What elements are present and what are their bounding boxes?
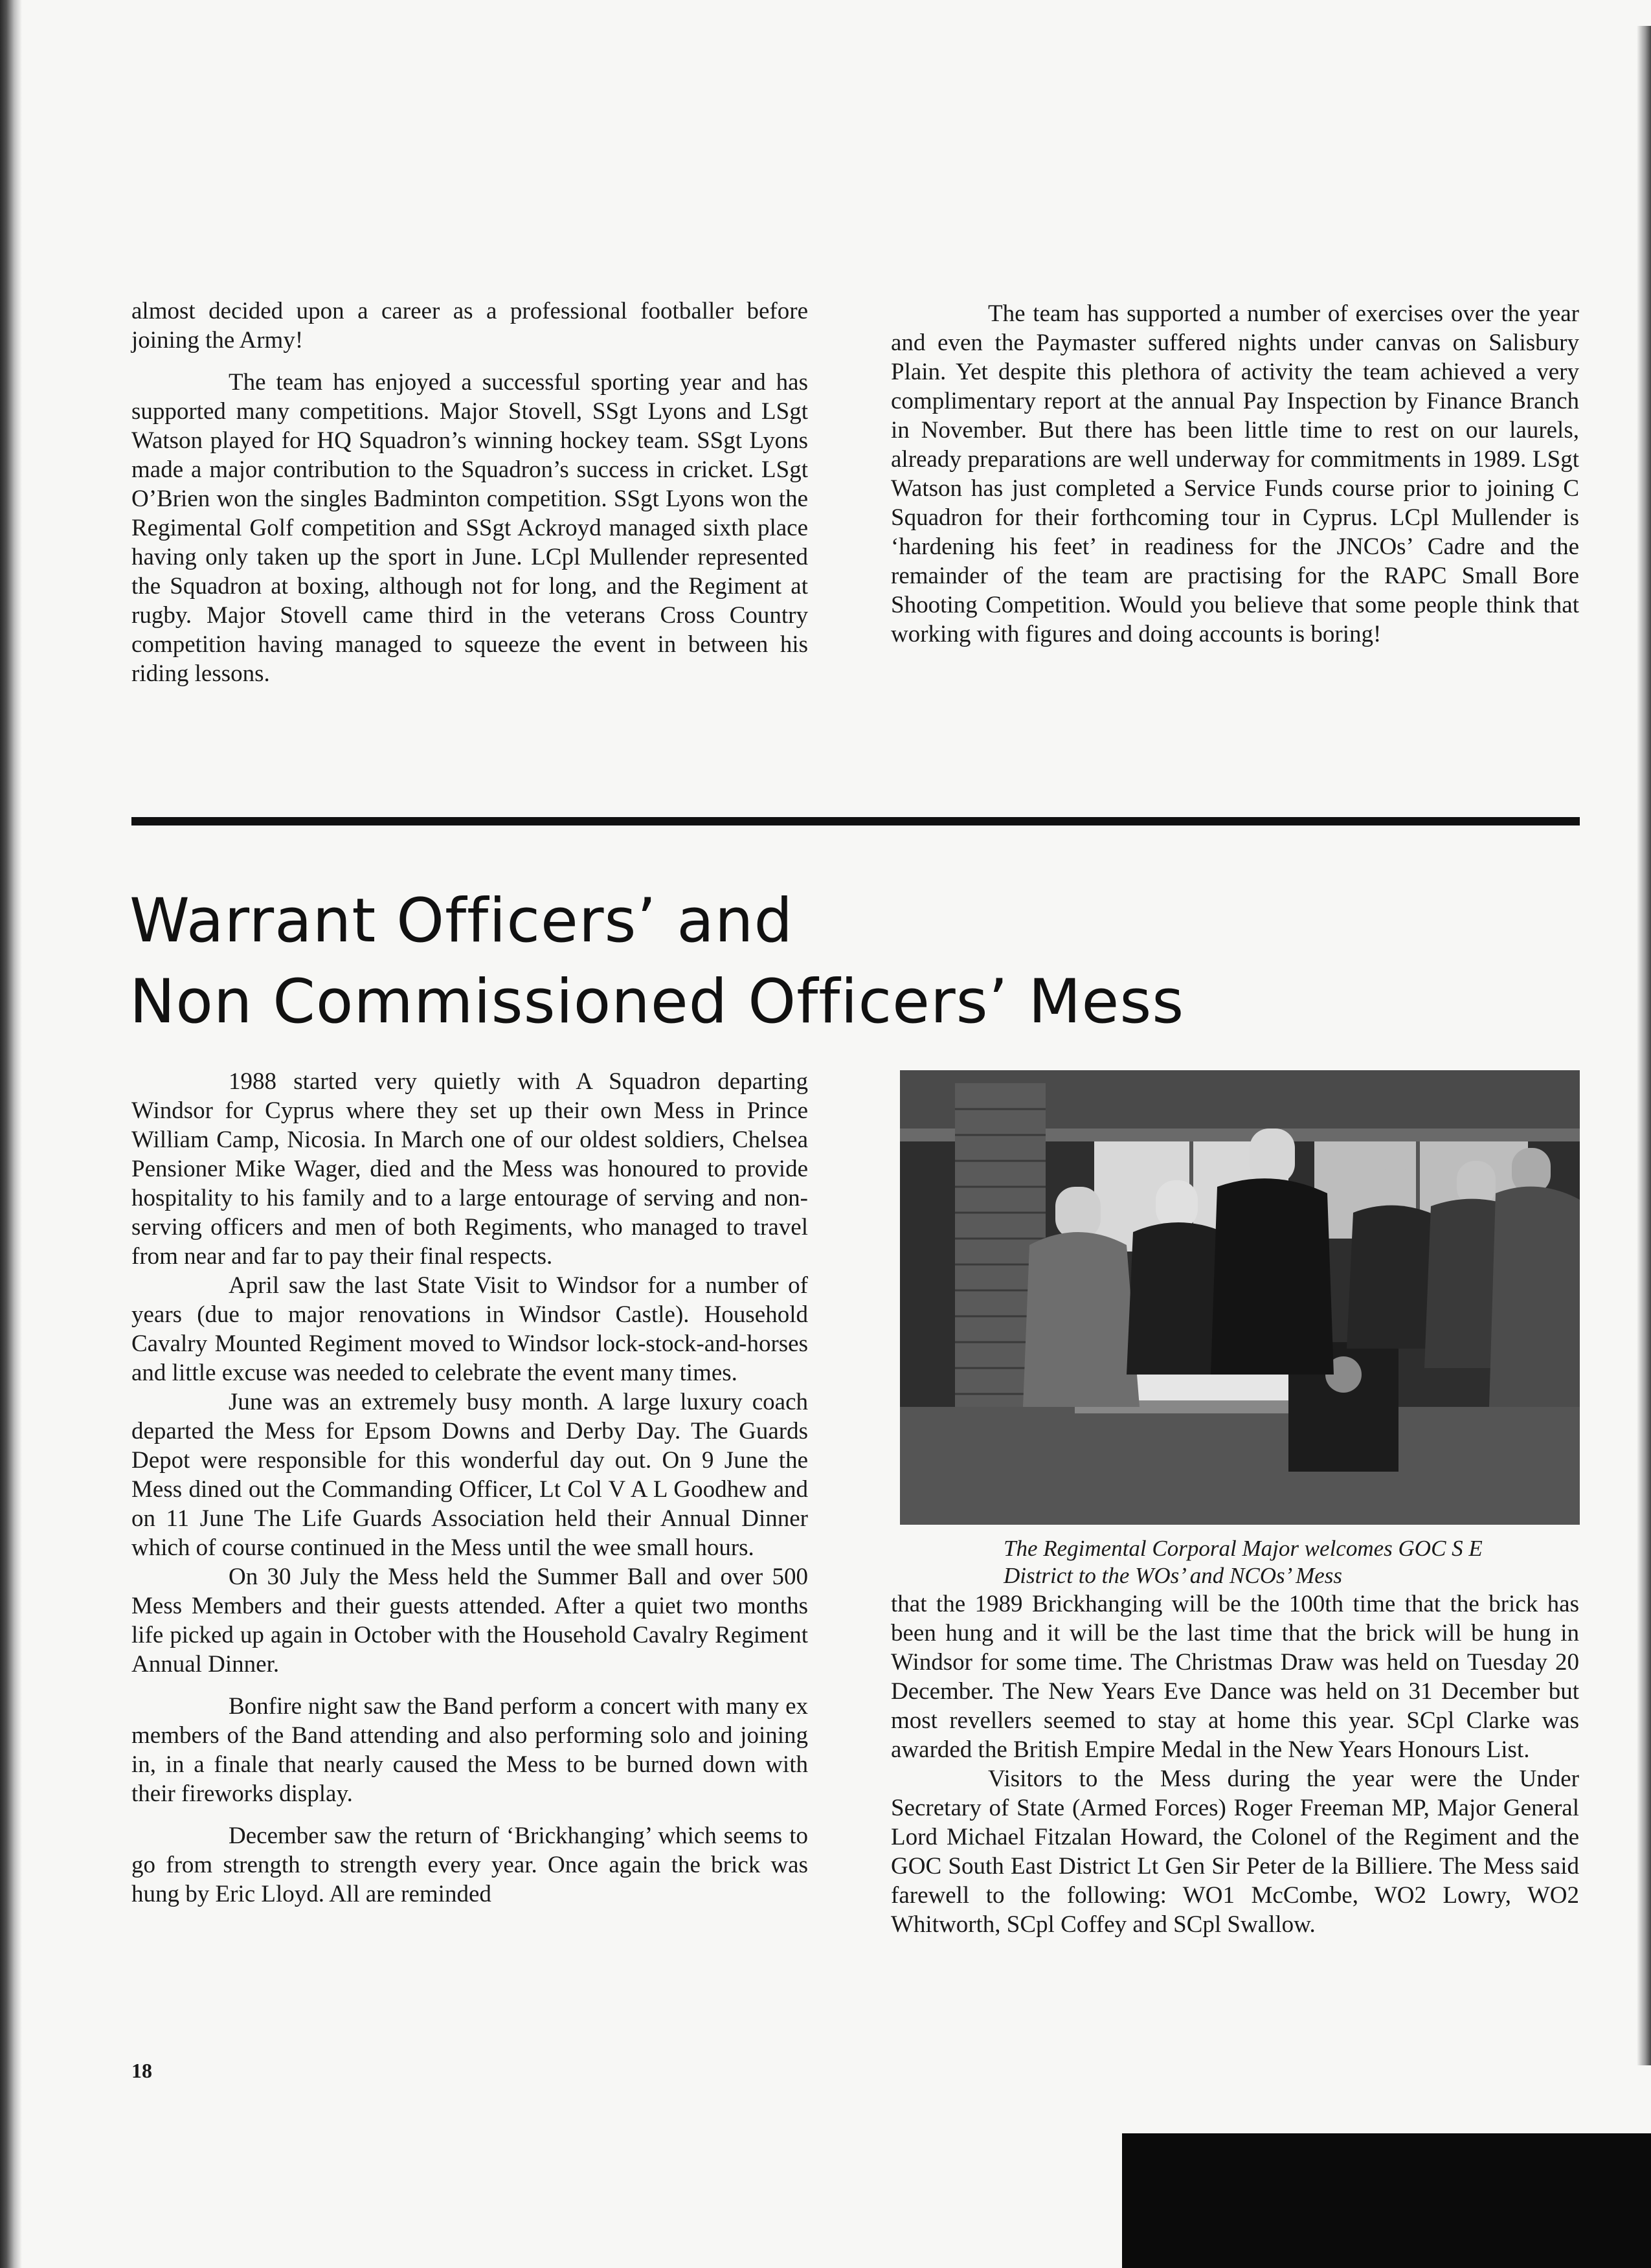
- page-number: 18: [131, 2059, 152, 2082]
- mess-photograph: [900, 1070, 1580, 1525]
- paragraph: that the 1989 Brickhanging will be the 100th time that the brick has been hung and it will be the last time that the brick will be hung in Windsor for some time. The Christmas Draw was held on Tuesday 20 December. The New Years Eve Dance was held on 31 December but most revellers seemed to stay at home this year. SCpl Clarke was awarded the British Empire Medal in the New Years Honours List.: [891, 1591, 1579, 1763]
- caption-line-2: District to the WOs’ and NCOs’ Mess: [1004, 1563, 1343, 1588]
- page-binding-shadow: [0, 0, 22, 2268]
- paragraph: June was an extremely busy month. A large luxury coach departed the Mess for Epsom Downs and Derby Day. The Guards Depot were responsible for this wonderful day out. On 9 June the Mess dined out the Commanding Officer, Lt Col V A L Goodhew and on 11 June The Life Guards Association held their Annual Dinner which of course continued in the Mess until the wee small hours.: [131, 1389, 808, 1561]
- section-divider: [131, 817, 1580, 825]
- paragraph: April saw the last State Visit to Windsor for a number of years (due to major renovations in Windsor Castle). Household Cavalry Mounted Regiment moved to Windsor lock-stock-and-horses and little excuse was needed to celebrate the event many times.: [131, 1272, 808, 1386]
- top-right-column: [891, 299, 1579, 649]
- paragraph: Visitors to the Mess during the year were the Under Secretary of State (Armed Forces) Roger Freeman MP, Major General Lord Michael Fitzalan Howard, the Colonel of the Regiment and the GOC South East District Lt Gen Sir Peter de la Billiere. The Mess said farewell to the following: WO1 McCombe, WO2 Lowry, WO2 Whitworth, SCpl Coffey and SCpl Swallow.: [891, 1766, 1579, 1938]
- paragraph: Bonfire night saw the Band perform a concert with many ex members of the Band attending and also performing solo and joining in, in a finale that nearly caused the Mess to be burned down with their fireworks display.: [131, 1693, 808, 1807]
- article-title: [129, 881, 1392, 1042]
- paragraph: On 30 July the Mess held the Summer Ball and over 500 Mess Members and their guests attended. After a quiet two months life picked up again in October with the Household Cavalry Regiment Annual Dinner.: [131, 1564, 808, 1678]
- article-left-column: [131, 1067, 808, 1909]
- article-right-column: [891, 1589, 1579, 1939]
- paragraph: 1988 started very quietly with A Squadron departing Windsor for Cyprus where they set up their own Mess in Prince William Camp, Nicosia. In March one of our oldest soldiers, Chelsea Pensioner Mike Wager, died and the Mess was honoured to provide hospitality to his family and to a large entourage of serving and non-serving officers and men of both Regiments, who managed to travel from near and far to pay their final respects.: [131, 1068, 808, 1270]
- paragraph: The team has supported a number of exercises over the year and even the Paymaster suffered nights under canvas on Salisbury Plain. Yet despite this plethora of activity the team achieved a very complimentary report at the annual Pay Inspection by Finance Branch in November. But there has been little time to rest on our laurels, already preparations are well underway for commitments in 1989. LSgt Watson has just completed a Service Funds course prior to joining C Squadron for their forthcoming tour in Cyprus. LCpl Mullender is ‘hardening his feet’ in readiness for the JNCOs’ Cadre and the remainder of the team are practising for the RAPC Small Bore Shooting Competition. Would you believe that some people think that working with figures and doing accounts is boring!: [891, 300, 1579, 647]
- caption-line-1: The Regimental Corporal Major welcomes GOC S E: [1004, 1536, 1483, 1561]
- paragraph: The team has enjoyed a successful sporting year and has supported many competitions. Major Stovell, SSgt Lyons and LSgt Watson played for HQ Squadron’s winning hockey team. SSgt Lyons made a major contribution to the Squadron’s success in cricket. LSgt O’Brien won the singles Badminton competition. SSgt Lyons won the Regimental Golf competition and SSgt Ackroyd managed sixth place having only taken up the sport in June. LCpl Mullender represented the Squadron at boxing, although not for long, and the Regiment at rugby. Major Stovell came third in the veterans Cross Country competition having managed to squeeze the event in between his riding lessons.: [131, 369, 808, 687]
- scan-corner-shadow: [1122, 2133, 1651, 2268]
- photo-illustration: [900, 1070, 1580, 1525]
- photo-caption: [1004, 1535, 1586, 1589]
- paragraph: almost decided upon a career as a professional footballer before joining the Army!: [131, 298, 808, 354]
- top-left-column: [131, 297, 808, 688]
- page-edge-shadow: [1637, 26, 1651, 2065]
- title-line-2: Non Commissioned Officers’ Mess: [129, 967, 1185, 1037]
- paragraph: December saw the return of ‘Brickhanging’ which seems to go from strength to strength every year. Once again the brick was hung by Eric Lloyd. All are reminded: [131, 1823, 808, 1907]
- title-line-1: Warrant Officers’ and: [129, 886, 794, 956]
